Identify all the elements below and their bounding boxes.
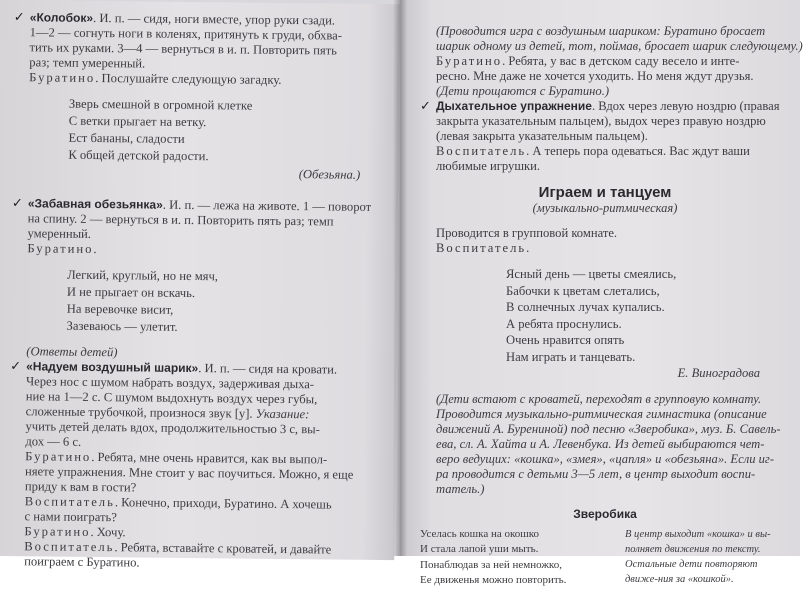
dialogue-left: Буратино. Ребята, мне очень нравится, как вы выпол- няете упражнения. Мне стоит у вас поучиться. Можно, я еще приду к вам в гости? Воспитатель. Конечно, приходи, Буратино. А хочешь с нами поиграть? Буратино. Хочу. Воспитатель. Ребята, вставайте с кроватей, и давайте поиграем с Буратино. (24, 449, 354, 570)
checkmark-icon: ✓ (10, 359, 22, 375)
speaker-name: Буратино (436, 54, 503, 68)
poem-author: Е. Виноградова (677, 366, 760, 380)
speaker-name: Буратино (24, 524, 91, 539)
children-answers: (Ответы детей) (26, 344, 118, 360)
checkmark-icon: ✓ (11, 196, 23, 212)
exercise-title: «Забавная обезьянка» (27, 196, 163, 212)
farewell-note: (Дети прощаются с Буратино.) (436, 84, 610, 98)
riddle-balloon: Легкий, круглый, но не мяч, И не прыгает он вскачь. На веревочке висит, Зазеваюсь — улетит. (66, 267, 219, 334)
zverobika-directions: В центр выходит «кошка» и вы-полняет движения по тексту. Остальные дети повторяют движе-ния за «кошкой». (625, 528, 771, 585)
instructions: (Дети встают с кроватей, переходят в групповую комнату. Проводится музыкально-ритмическая гимнастика (описание движений А. Бурениной) под песню «Зверобика», муз. Б. Савель- ева, сл. А. Хайта и А. Левенбука. Из детей выбираются чет- веро ведущих: «кошка», «змея», «цапля» и «обезьяна». Если иг- ра проводится с детьми 3—5 лет, в центр выходит воспи- татель.) (436, 391, 781, 496)
held-in: Проводится в групповой комнате. (436, 226, 618, 240)
teacher-line: Воспитатель. А теперь пора одеваться. Вас ждут ваши любимые игрушки. (436, 144, 750, 173)
speaker-name: Воспитатель (436, 144, 527, 158)
speaker-name: Воспитатель. (436, 241, 532, 255)
speaker-name: Буратино. (27, 241, 99, 257)
game-note: (Проводится игра с воздушным шариком: Буратино бросает шарик одному из детей, тот, поймав, бросает шарик следующему.) (436, 24, 803, 53)
zverobika-block (420, 527, 790, 589)
exercise-title: Дыхательное упражнение (436, 99, 592, 113)
riddle-monkey: Зверь смешной в огромной клетке С ветки прыгает на ветку. Ест бананы, сладости К общей детской радости. (Обезьяна.) (12, 95, 391, 184)
exercise-breathing: ✓ Дыхательное упражнение. Вдох через левую ноздрю (правая закрыта указательным пальцем), выдох через правую ноздрю (левая закрыта указательным пальцем). (420, 99, 780, 143)
riddle-answer: (Обезьяна.) (298, 167, 361, 182)
speaker-name: Буратино (29, 70, 96, 86)
book-gutter (393, 0, 407, 556)
exercise-balloon: ✓ «Надуем воздушный шарик». И. п. — сидя на кровати. Через нос с шумом набрать воздух, задерживая дыха- ние на 1—2 с. С шумом выдохнуть воздух через губы, сложенные трубочкой, произнося звук [у]. Указание: учить детей делать вдох, продолжительностью 3 с, вы- дох — 6 с. (10, 359, 338, 449)
section-subtitle: (музыкально-ритмическая) (532, 201, 678, 215)
speaker-name: Воспитатель (24, 494, 115, 510)
speaker-name: Воспитатель (24, 539, 115, 555)
speaker-name: Буратино (25, 449, 92, 464)
exercise-monkey: ✓ «Забавная обезьянка». И. п. — лежа на животе. 1 — поворот на спину. 2 — вернуться в и. п. Повторить пять раз; темп умеренный. Буратино. (11, 196, 390, 260)
exercise-title: «Колобок» (29, 10, 94, 25)
instruction-note: Указание: (255, 406, 310, 422)
right-page (400, 0, 803, 586)
checkmark-icon: ✓ (420, 99, 431, 114)
checkmark-icon: ✓ (13, 10, 25, 26)
left-page (0, 0, 400, 570)
zverobika-title: Зверобика (573, 506, 637, 521)
section-title: Играем и танцуем (538, 184, 672, 201)
exercise-title: «Надуем воздушный шарик» (26, 359, 199, 376)
poem: Ясный день — цветы смеялись, Бабочки к цветам слетались, В солнечных лучах купались. А ребята проснулись. Очень нравится опять Нам играть и танцевать. Е. Виноградова (420, 266, 790, 382)
exercise-kolobok: ✓ «Колобок». И. п. — сидя, ноги вместе, упор руки сзади. 1—2 — согнуть ноги в коленях, притянуть к груди, обхва- тить их руками. 3—4 — вернуться в и. п. Повторить пять раз; темп умеренный. Буратино. Послушайте следующую загадку. (13, 10, 343, 87)
zverobika-song: Уселась кошка на окошко И стала лапой уши мыть. Понаблюдав за ней немножко, Ее движенья можно повторить. (420, 527, 567, 586)
dialogue-right: Буратино. Ребята, у вас в детском саду весело и инте- ресно. Мне даже не хочется уходить. Но меня ждут друзья. (Дети прощаются с Буратино.) (420, 54, 790, 99)
